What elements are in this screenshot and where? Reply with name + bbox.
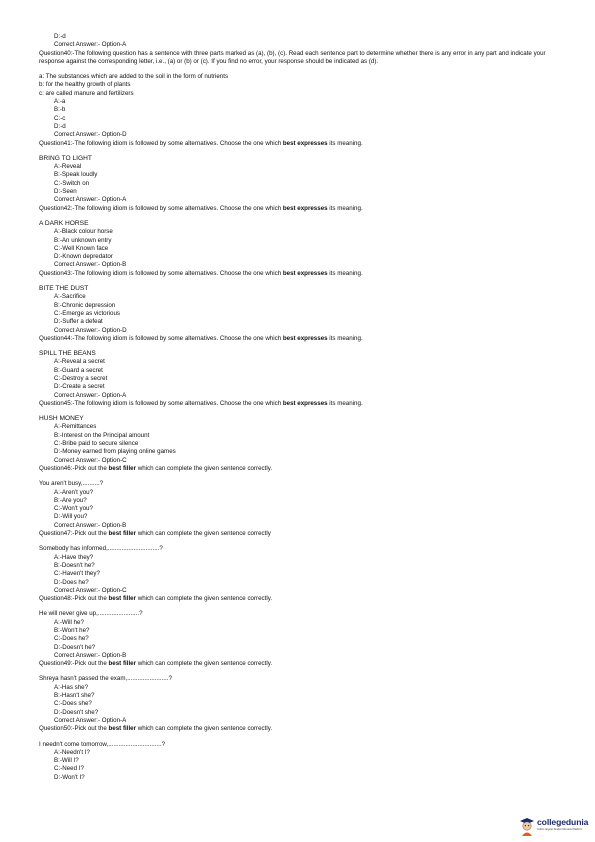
- option-d: D:-Known depredator: [54, 253, 113, 261]
- option-c: C:-Emerge as victorious: [54, 309, 121, 317]
- question-49-prompt: Question49:-Pick out the best filler which can complete the given sentence correctly.: [39, 660, 273, 668]
- idiom-text: BRING TO LIGHT: [39, 154, 92, 162]
- option-d: D:-Create a secret: [54, 383, 105, 391]
- student-mascot-icon: [519, 816, 535, 836]
- option-c: C:-Need I?: [54, 765, 84, 773]
- question-46-prompt: Question46:-Pick out the best filler which can complete the given sentence correctly.: [39, 464, 273, 472]
- question-41-prompt: Question41:-The following idiom is followed by some alternatives. Choose the one which best expresses its meaning.: [39, 139, 363, 147]
- sentence-part-b: b: for the healthy growth of plants: [39, 81, 131, 89]
- option-d: D:-Won't I?: [54, 773, 85, 781]
- option-b: B:-b: [54, 106, 66, 114]
- correct-answer: Correct Answer:- Option-C: [54, 586, 127, 594]
- option-b: B:-Won't he?: [54, 627, 90, 634]
- option-c: C:-Haven't they?: [54, 570, 100, 578]
- logo-tagline: India's largest Student Review Platform: [537, 828, 583, 831]
- option-a: A:-Reveal a secret: [54, 358, 105, 366]
- question-sentence: Shreya hasn't passed the exam,........................?: [39, 675, 172, 683]
- option-d: D:-Suffer a defeat: [54, 318, 103, 326]
- question-50-prompt: Question50:-Pick out the best filler which can complete the given sentence correctly.: [39, 725, 273, 733]
- option-b: B:-Are you?: [54, 496, 87, 504]
- option-d: D:-Money earned from playing online games: [54, 448, 176, 456]
- option-d: D:-Will you?: [54, 513, 88, 521]
- correct-answer: Correct Answer:- Option-A: [54, 41, 127, 49]
- option-a: A:-Aren't you?: [54, 488, 94, 496]
- option-line: D:-d: [54, 33, 66, 40]
- option-a: A:-Will he?: [54, 618, 84, 626]
- idiom-text: BITE THE DUST: [39, 285, 89, 293]
- option-d: D:-Does he?: [54, 578, 89, 586]
- correct-answer: Correct Answer:- Option-D: [54, 131, 127, 139]
- option-a: A:-Needn't I?: [54, 748, 90, 756]
- option-c: C:-Bribe paid to secure silence: [54, 440, 139, 448]
- correct-answer: Correct Answer:- Option-A: [54, 391, 127, 399]
- option-b: B:-An unknown entry: [54, 236, 112, 244]
- option-a: A:-Black colour horse: [54, 228, 113, 236]
- correct-answer: Correct Answer:- Option-B: [54, 521, 127, 529]
- question-40-prompt: Question40:-The following question has a sentence with three parts marked as (a), (b), (c). Read each sentence part to determine whether there is any error in any part and indicate your response against the corresponding letter, i.e., (a) or (b) or (c). If you find no error, your response should be indicated as (d).: [39, 49, 546, 65]
- correct-answer: Correct Answer:- Option-A: [54, 716, 127, 724]
- sentence-part-a: a: The substances which are added to the soil in the form of nutrients: [39, 73, 229, 81]
- question-43-prompt: Question43:-The following idiom is followed by some alternatives. Choose the one which best expresses its meaning.: [39, 269, 363, 277]
- collegedunia-logo: [519, 815, 591, 837]
- option-a: A:-Has she?: [54, 683, 89, 691]
- option-b: B:-Guard a secret: [54, 366, 103, 374]
- idiom-text: A DARK HORSE: [39, 219, 89, 227]
- option-d: D:-Doesn't she?: [54, 708, 99, 716]
- option-b: B:-Speak loudly: [54, 171, 98, 179]
- question-44-prompt: Question44:-The following idiom is followed by some alternatives. Choose the one which best expresses its meaning.: [39, 334, 363, 342]
- question-42-prompt: Question42:-The following idiom is followed by some alternatives. Choose the one which best expresses its meaning.: [39, 204, 363, 212]
- question-sentence: You aren't busy,..........?: [39, 480, 104, 488]
- option-c: C:-Well Known face: [54, 244, 109, 252]
- option-a: A:-Reveal: [54, 163, 82, 171]
- logo-brand-text: collegedunia: [537, 817, 589, 827]
- option-d: D:-Seen: [54, 188, 77, 196]
- option-b: B:-Doesn't he?: [54, 561, 95, 569]
- question-48-prompt: Question48:-Pick out the best filler which can complete the given sentence correctly.: [39, 595, 273, 603]
- option-b: B:-Chronic depression: [54, 301, 116, 309]
- option-a: A:-a: [54, 98, 66, 106]
- question-paper: [39, 33, 555, 782]
- correct-answer: Correct Answer:- Option-C: [54, 456, 127, 464]
- correct-answer: Correct Answer:- Option-D: [54, 326, 127, 334]
- option-c: C:-Does he?: [54, 635, 89, 643]
- option-c: C:-Does she?: [54, 700, 92, 708]
- option-d: D:-d: [54, 122, 66, 130]
- question-sentence: Somebody has informed,..............................?: [39, 545, 163, 553]
- idiom-text: SPILL THE BEANS: [39, 350, 96, 358]
- option-c: C:-c: [54, 114, 66, 122]
- option-b: B:-Will I?: [54, 757, 79, 765]
- question-47-prompt: Question47:-Pick out the best filler which can complete the given sentence correctly: [39, 530, 271, 538]
- question-sentence: I needn't come tomorrow,...............................?: [39, 740, 166, 748]
- option-c: C:-Destroy a secret: [54, 374, 108, 382]
- correct-answer: Correct Answer:- Option-B: [54, 261, 127, 269]
- option-c: C:-Switch on: [54, 179, 90, 187]
- option-c: C:-Won't you?: [54, 505, 93, 513]
- sentence-part-c: c: are called manure and fertilizers: [39, 89, 134, 97]
- question-sentence: He will never give up,........................?: [39, 610, 143, 618]
- option-b: B:-Hasn't she?: [54, 692, 95, 700]
- correct-answer: Correct Answer:- Option-B: [54, 651, 127, 659]
- idiom-text: HUSH MONEY: [39, 415, 84, 423]
- option-d: D:-Doesn't he?: [54, 643, 96, 651]
- question-45-prompt: Question45:-The following idiom is followed by some alternatives. Choose the one which best expresses its meaning.: [39, 399, 363, 407]
- option-a: A:-Remittances: [54, 423, 97, 431]
- option-a: A:-Sacrifice: [54, 293, 86, 301]
- option-a: A:-Have they?: [54, 553, 94, 561]
- option-b: B:-Interest on the Principal amount: [54, 431, 150, 439]
- correct-answer: Correct Answer:- Option-A: [54, 196, 127, 204]
